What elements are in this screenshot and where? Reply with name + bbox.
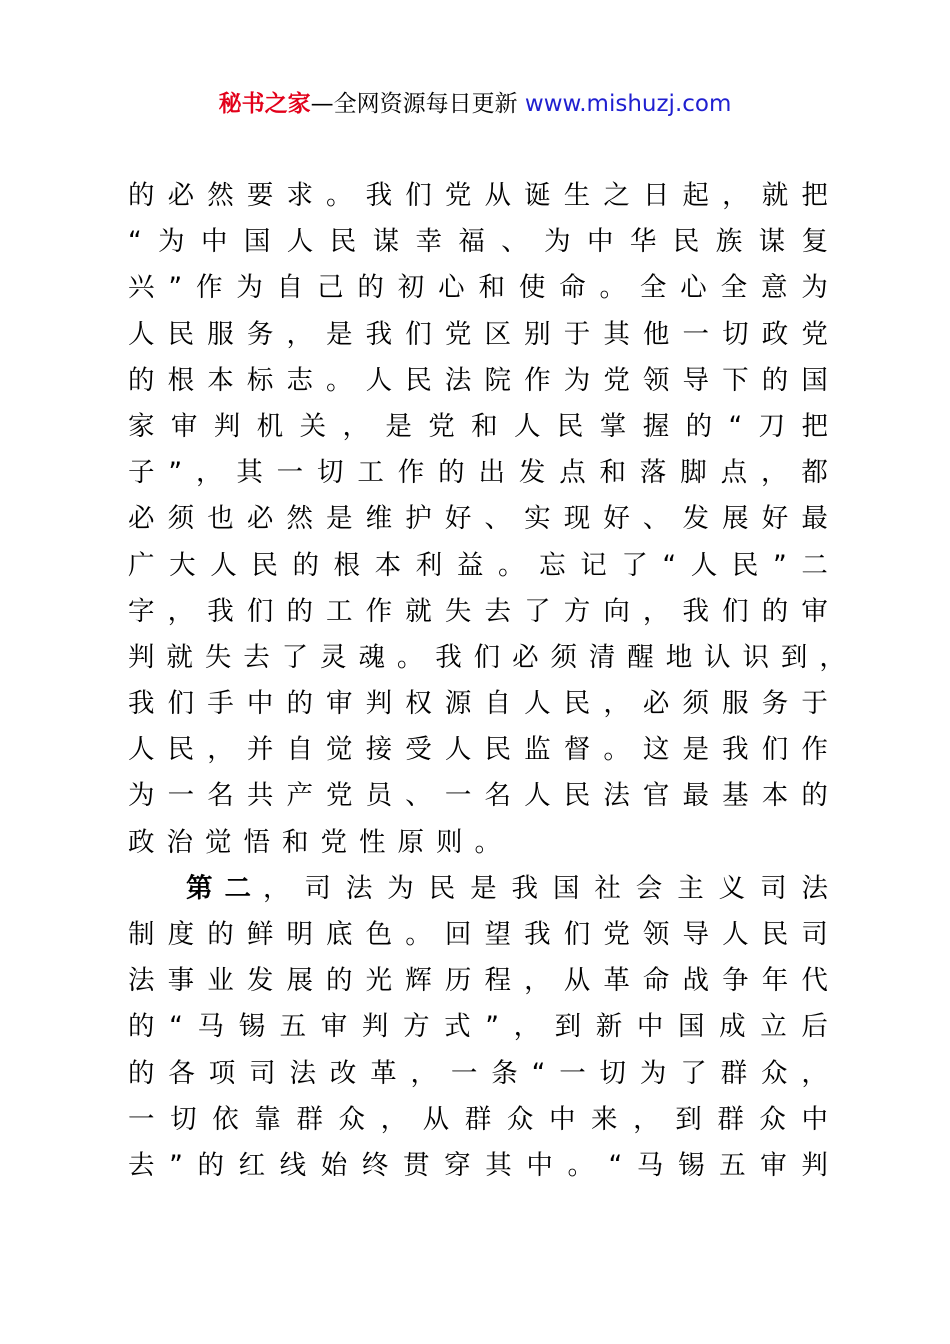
- site-brand: 秘书之家: [218, 91, 311, 117]
- body-line: 的 根 本 标 志 。 人 民 法 院 作 为 党 领 导 下 的 国: [128, 364, 828, 396]
- body-line: 家 审 判 机 关 ， 是 党 和 人 民 掌 握 的 “ 刀 把: [128, 410, 828, 442]
- body-line: 人 民 服 务 ， 是 我 们 党 区 别 于 其 他 一 切 政 党: [128, 318, 828, 350]
- body-line: 子 ” ， 其 一 切 工 作 的 出 发 点 和 落 脚 点 ， 都: [128, 457, 828, 489]
- body-line: 必 须 也 必 然 是 维 护 好 、 实 现 好 、 发 展 好 最: [128, 503, 828, 535]
- body-line: 人 民 ， 并 自 觉 接 受 人 民 监 督 。 这 是 我 们 作: [128, 734, 828, 766]
- site-tagline: —全网资源每日更新: [310, 91, 525, 117]
- body-line: 的 必 然 要 求 。 我 们 党 从 诞 生 之 日 起 ， 就 把: [128, 180, 828, 211]
- document-body: [128, 173, 846, 1189]
- body-line: 为 一 名 共 产 党 员 、 一 名 人 民 法 官 最 基 本 的: [128, 780, 828, 812]
- paragraph2-first-rest: ， 司 法 为 民 是 我 国 社 会 主 义 司 法: [263, 872, 828, 904]
- site-url[interactable]: www.mishuzj.com: [524, 91, 732, 117]
- body-line: 广 大 人 民 的 根 本 利 益 。 忘 记 了 “ 人 民 ” 二: [128, 549, 828, 581]
- body-line: 判 就 失 去 了 灵 魂 。 我 们 必 须 清 醒 地 认 识 到 ，: [128, 641, 846, 673]
- body-line: 去 ” 的 红 线 始 终 贯 穿 其 中 。 “ 马 锡 五 审 判: [128, 1149, 828, 1181]
- body-line: 的 各 项 司 法 改 革 ， 一 条 “ 一 切 为 了 群 众 ，: [128, 1057, 828, 1089]
- body-line: 的 “ 马 锡 五 审 判 方 式 ” ， 到 新 中 国 成 立 后: [128, 1011, 828, 1043]
- paragraph2-lead: 第二: [186, 872, 263, 904]
- body-line: 制 度 的 鲜 明 底 色 。 回 望 我 们 党 领 导 人 民 司: [128, 919, 828, 950]
- body-line: 法 事 业 发 展 的 光 辉 历 程 ， 从 革 命 战 争 年 代: [128, 965, 828, 997]
- body-line: “ 为 中 国 人 民 谋 幸 福 、 为 中 华 民 族 谋 复: [128, 226, 828, 258]
- body-line: 兴 ” 作 为 自 己 的 初 心 和 使 命 。 全 心 全 意 为: [128, 272, 828, 304]
- body-line-paragraph-end: 政治觉悟和党性原则。: [128, 826, 513, 858]
- body-line: 字 ， 我 们 的 工 作 就 失 去 了 方 向 ， 我 们 的 审: [128, 595, 828, 627]
- body-line: 我 们 手 中 的 审 判 权 源 自 人 民 ， 必 须 服 务 于: [128, 688, 828, 720]
- paragraph2-first-line: [128, 866, 828, 912]
- site-header: [0, 86, 950, 122]
- body-line: 一 切 依 靠 群 众 ， 从 群 众 中 来 ， 到 群 众 中: [128, 1103, 828, 1135]
